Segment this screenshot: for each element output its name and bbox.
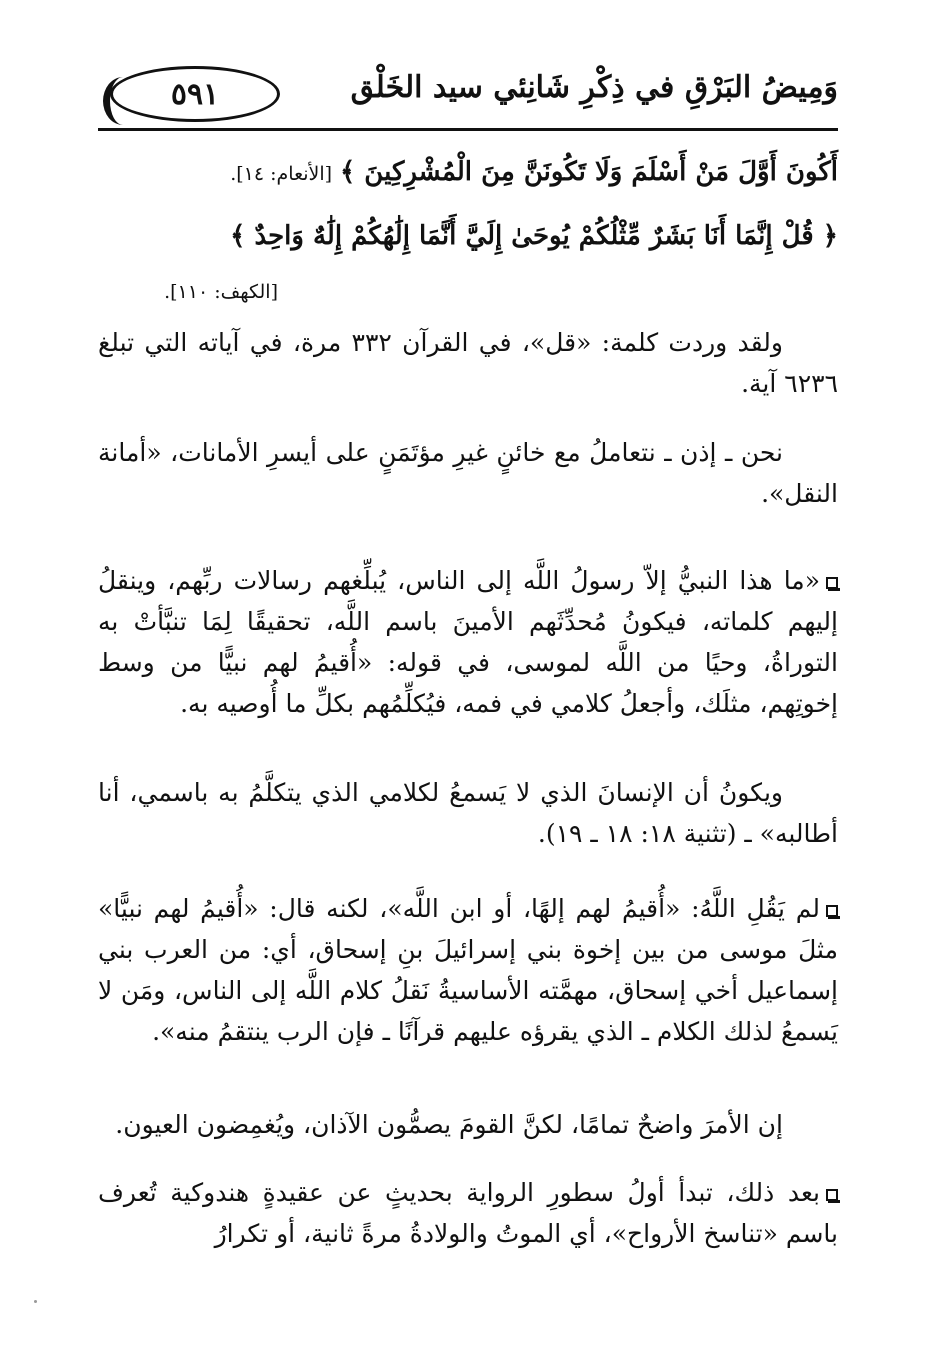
page-number xyxy=(110,66,280,122)
paragraph-7 xyxy=(98,1172,838,1254)
scan-speck xyxy=(34,1300,37,1303)
verse-reference-1: [الأنعام: ١٤]. xyxy=(230,163,333,185)
quran-verse-1: أَكُونَ أَوَّلَ مَنْ أَسْلَمَ وَلَا تَكُونَنَّ مِنَ الْمُشْرِكِينَ ﴾ xyxy=(340,157,838,187)
paragraph-2: نحن ـ إذن ـ نتعاملُ مع خائنٍ غيرِ مؤتَمَنٍ على أيسرِ الأمانات، «أمانة النقل». xyxy=(98,438,838,508)
paragraph-6: إن الأمرَ واضحٌ تمامًا، لكنَّ القومَ يصمُّون الآذان، ويُغمِضون العيون. xyxy=(115,1110,783,1139)
paragraph-5-text: لم يَقُلِ اللَّهُ: «أُقيمُ لهم إلهًا، أو ابن اللَّه»، لكنه قال: «أُقيمُ لهم نبيًّا» مثلَ موسى من بين إخوة بني إسرائيلَ بنِ إسحاق، أي: من العرب بني إسماعيل أخي إسحاق، مهمَّته الأساسيةُ نَقلُ كلام اللَّه إلى الناس، ومَن لا يَسمعُ لذلك الكلام ـ الذي يقرؤه عليهم قرآنًا ـ فإن الرب ينتقمُ منه». xyxy=(98,894,838,1046)
page-header xyxy=(98,62,838,132)
verse-line-2 xyxy=(230,216,838,256)
verse-reference-line xyxy=(164,270,278,312)
verse-reference-2: [الكهف: ١١٠]. xyxy=(164,281,278,303)
paragraph-4: ويكونُ أن الإنسانَ الذي لا يَسمعُ لكلامي الذي يتكلَّمُ به باسمي، أنا أطالبه» ـ (تثنية ١٨: ١٨ ـ ١٩). xyxy=(98,778,838,848)
paragraph-7-text: بعد ذلك، تبدأ أولُ سطورِ الرواية بحديثٍ عن عقيدةٍ هندوكية تُعرف باسم «تناسخ الأرواح»، أي الموتُ والولادةُ مرةً ثانية، أو تكرارُ xyxy=(98,1178,838,1248)
bullet-square-icon xyxy=(826,1189,838,1201)
page-number-text: ٥٩١ xyxy=(170,76,220,112)
verse-line-1 xyxy=(230,152,838,194)
paragraph-3 xyxy=(98,560,838,724)
running-title: وَمِيضُ البَرْقِ في ذِكْرِ شَانِئي سيد الخَلْق xyxy=(350,70,838,105)
paragraph-1: ولقد وردت كلمة: «قل»، في القرآن ٣٣٢ مرة، في آياته التي تبلغ ٦٢٣٦ آية. xyxy=(98,328,838,398)
quran-verse-2: ﴿ قُلْ إِنَّمَا أَنَا بَشَرٌ مِّثْلُكُمْ يُوحَىٰ إِلَيَّ أَنَّمَا إِلَٰهُكُمْ إِلَٰهٌ وَاحِدٌ ﴾ xyxy=(230,221,838,251)
bullet-square-icon xyxy=(826,577,838,589)
bullet-square-icon xyxy=(826,905,838,917)
paragraph-5 xyxy=(98,888,838,1052)
paragraph-3-text: «ما هذا النبيُّ إلاّ رسولُ اللَّه إلى الناس، يُبلِّغهم رسالات ربِّهم، وينقلُ إليهم كلماته، فيكونُ مُحدِّثَهم الأمينَ باسم اللَّه، تحقيقًا لِمَا تنبَّأتْ به التوراةُ، وحيًا من اللَّه لموسى، في قوله: «أُقيمُ لهم نبيًّا من وسط إخوتِهم، مثلَك، وأجعلُ كلامي في فمه، فيُكلِّمُهم بكلِّ ما أُوصيه به. xyxy=(98,566,838,718)
header-divider xyxy=(98,128,838,131)
